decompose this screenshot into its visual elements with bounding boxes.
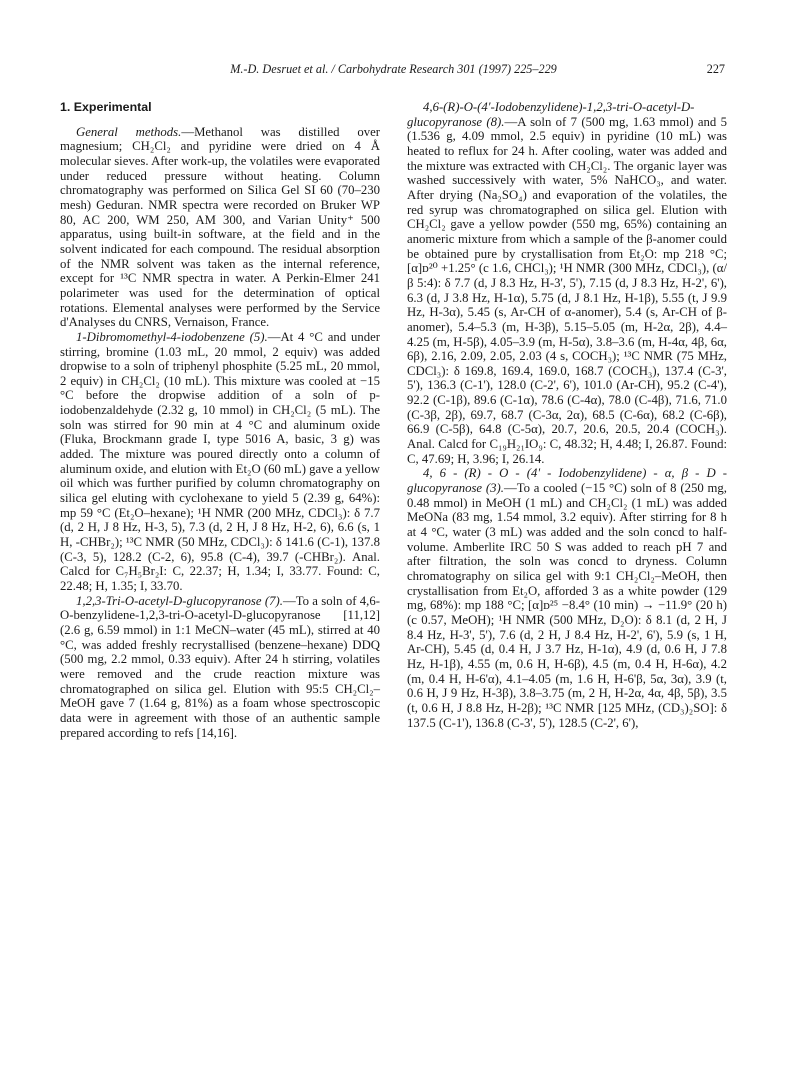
section-heading: 1. Experimental xyxy=(60,100,152,114)
paragraph-text: —At 4 °C and under stirring, bromine (1.03 mL, 20 mmol, 2 equiv) was added dropwise to a soln of triphenyl phosphite (5.25 mL, 20 mmol, 2 equiv) in CH₂Cl₂ (10 mL). This mixture was cooled at −15 °C before the dropwise addition of a soln of p-iodobenzaldehyde (2.32 g, 10 mmol) in CH₂Cl₂ (5 mL). The soln was stirred for 90 min at 4 °C and aluminum oxide (Fluka, Brockmann grade I, type 5016 A, basic, 3 g) was added. The mixture was poured directly onto a column of aluminum oxide, and elution with Et₂O (60 mL) gave a yellow oil which was further purified by column chromatography on silica gel eluting with cyclohexane to yield 5 (2.39 g, 64%): mp 59 °C (Et₂O–hexane); ¹H NMR (200 MHz, CDCl₃): δ 7.7 (d, 2 H, J 8 Hz, H-3, 5), 7.3 (d, 2 H, J 8 Hz, H-2, 6), 6.6 (s, 1 H, -CHBr₂); ¹³C NMR (50 MHz, CDCl₃): δ 141.6 (C-1), 137.8 (C-3, 5), 128.2 (C-2, 6), 95.8 (C-4), 39.7 (-CHBr₂). Anal. Calcd for C₇H₅Br₂I: C, 22.37; H, 1.34; I, 33.77. Found: C, 22.48; H, 1.35; I, 33.70. xyxy=(60,329,380,593)
paragraph-title: 4,6-(R)-O-(4'-Iodobenzylidene)-1,2,3-tri-O-acetyl-D-glucopyranose (8). xyxy=(407,100,695,129)
paragraph-general-methods xyxy=(60,125,380,330)
paragraph-compound-8 xyxy=(407,100,727,466)
paragraph-compound-3 xyxy=(407,466,727,730)
paragraph-title: 4, 6 - (R) - O - (4' - Iodobenzylidene) - α, β - D - glucopyranose (3). xyxy=(407,466,727,496)
paragraph-text: —Methanol was distilled over magnesium; CH₂Cl₂ and pyridine were dried on 4 Å molecular sieves. After work-up, the volatiles were evaporated under reduced pressure without heating. Column chromatography was performed on Silica Gel SI 60 (70–230 mesh) Geduran. NMR spectra were recorded on Bruker WP 80, AC 200, WM 250, AM 300, and Varian Unity⁺ 500 apparatus, using built-in software, at the field and in the solvent indicated for each compound. The residual absorption of the NMR solvent was taken as the internal reference, except for ¹³C NMR spectra in water. A Perkin-Elmer 241 polarimeter was used for the determination of optical rotations. Elemental analyses were performed by the Service d'Analyses du CNRS, Vernaison, France. xyxy=(60,124,381,330)
paragraph-text: —A soln of 7 (500 mg, 1.63 mmol) and 5 (1.536 g, 4.09 mmol, 2.5 equiv) in pyridine (10 mL) was heated to reflux for 24 h. After cooling, water was added and the mixture was extracted with CH₂Cl₂. The organic layer was washed successively with water, 5% NaHCO₃, and water. After drying (Na₂SO₄) and evaporation of the volatiles, the red syrup was chromatographed on silica gel. Elution with CH₂Cl₂ gave a yellow powder (550 mg, 65%) containing an anomeric mixture from which a sample of the β-anomer could be obtained pure by crystallisation from Et₂O: mp 218 °C; [α]ᴅ²⁰ +1.25° (c 1.6, CHCl₃); ¹H NMR (300 MHz, CDCl₃), (α/β 5:4): δ 7.7 (d, J 8.3 Hz, H-3', 5'), 7.15 (d, J 8.3 Hz, H-2', 6'), 6.3 (d, J 3.8 Hz, H-1α), 5.75 (d, J 8.1 Hz, H-1β), 5.55 (t, J 9.9 Hz, H-3α), 5.45 (s, Ar-CH of α-anomer), 5.4 (s, Ar-CH of β-anomer), 5.4–5.3 (m, H-3β), 5.15–5.05 (m, H-2α, 2β), 4.4–4.25 (m, H-5β), 4.05–3.9 (m, H-5α), 3.8–3.6 (m, H-4α, 4β, 6α, 6β), 2.16, 2.09, 2.05, 2.03 (4 s, COCH₃); ¹³C NMR (75 MHz, CDCl₃): δ 169.8, 169.4, 169.0, 168.7 (COCH₃), 137.4 (C-3', 5'), 136.3 (C-1'), 128.0 (C-2', 6'), 101.0 (Ar-CH), 95.2 (C-4'), 92.2 (C-1β), 89.6 (C-1α), 78.6 (C-4α), 78.0 (C-4β), 71.6, 71.0 (C-3β, 2β), 69.7, 68.7 (C-3α, 2α), 68.5 (C-6α), 68.2 (C-6β), 66.9 (C-5β), 64.8 (C-5α), 20.7, 20.6, 20.5, 20.4 (COCH₃). Anal. Calcd for C₁₉H₂₁IO₉: C, 48.32; H, 4.48; I, 26.87. Found: C, 47.69; H, 3.96; I, 26.14. xyxy=(407,114,727,466)
left-column xyxy=(60,100,380,740)
paragraph-title: General methods. xyxy=(76,124,182,139)
page-number: 227 xyxy=(706,62,725,76)
paragraph-compound-5 xyxy=(60,330,380,594)
paragraph-title: 1,2,3-Tri-O-acetyl-D-glucopyranose (7). xyxy=(76,593,283,608)
running-head xyxy=(0,62,787,82)
journal-citation: M.-D. Desruet et al. / Carbohydrate Research 301 (1997) 225–229 xyxy=(230,62,557,76)
paragraph-title: 1-Dibromomethyl-4-iodobenzene (5). xyxy=(76,329,268,344)
paragraph-text: —To a soln of 4,6-O-benzylidene-1,2,3-tri-O-acetyl-D-glucopyranose [11,12] (2.6 g, 6.59 mmol) in 1:1 MeCN–water (45 mL), stirred at 40 °C, was added freshly recrystallised (benzene–hexane) DDQ (500 mg, 2.2 mmol, 0.33 equiv). After 24 h stirring, volatiles were removed and the crude reaction mixture was chromatographed on silica gel. Elution with 95:5 CH₂Cl₂–MeOH gave 7 (1.64 g, 81%) as a foam whose spectroscopic data were in agreement with those of an authentic sample prepared according to refs [14,16]. xyxy=(60,593,380,740)
paragraph-compound-7 xyxy=(60,594,380,741)
right-column xyxy=(407,100,727,730)
paragraph-text: —To a cooled (−15 °C) soln of 8 (250 mg, 0.48 mmol) in MeOH (1 mL) and CH₂Cl₂ (1 mL) was added MeONa (83 mg, 1.54 mmol, 3.2 equiv). After stirring for 8 h at 4 °C, water (3 mL) was added and the soln concd to half-volume. Amberlite IRC 50 S was added to reach pH 7 and after filtration, the soln was concd to dryness. Column chromatography on silica gel with 9:1 CH₂Cl₂–MeOH, then crystallisation from Et₂O, afforded 3 as a white powder (129 mg, 68%): mp 188 °C; [α]ᴅ²⁵ −8.4° (10 min) → −11.9° (20 h) (c 0.57, MeOH); ¹H NMR (500 MHz, D₂O): δ 8.1 (d, 2 H, J 8.4 Hz, H-3', 5'), 7.6 (d, 2 H, J 8.4 Hz, H-2', 6'), 5.9 (s, 1 H, Ar-CH), 5.45 (d, 0.4 H, J 3.7 Hz, H-1α), 4.9 (d, 0.6 H, J 7.8 Hz, H-1β), 4.55 (m, 0.6 H, H-6β), 4.5 (m, 0.4 H, H-6α), 4.2 (m, 0.4 H, H-6'α), 4.1–4.05 (m, 1.6 H, H-6'β, 5α, 3α), 3.9 (t, 0.6 H, J 9 Hz, H-3β), 3.8–3.75 (m, 2 H, H-2α, 4α, 4β, 5β), 3.5 (t, 0.6 H, J 8.8 Hz, H-2β); ¹³C NMR [125 MHz, (CD₃)₂SO]: δ 137.5 (C-1'), 136.8 (C-3', 5'), 128.5 (C-2', 6'), xyxy=(407,481,727,730)
